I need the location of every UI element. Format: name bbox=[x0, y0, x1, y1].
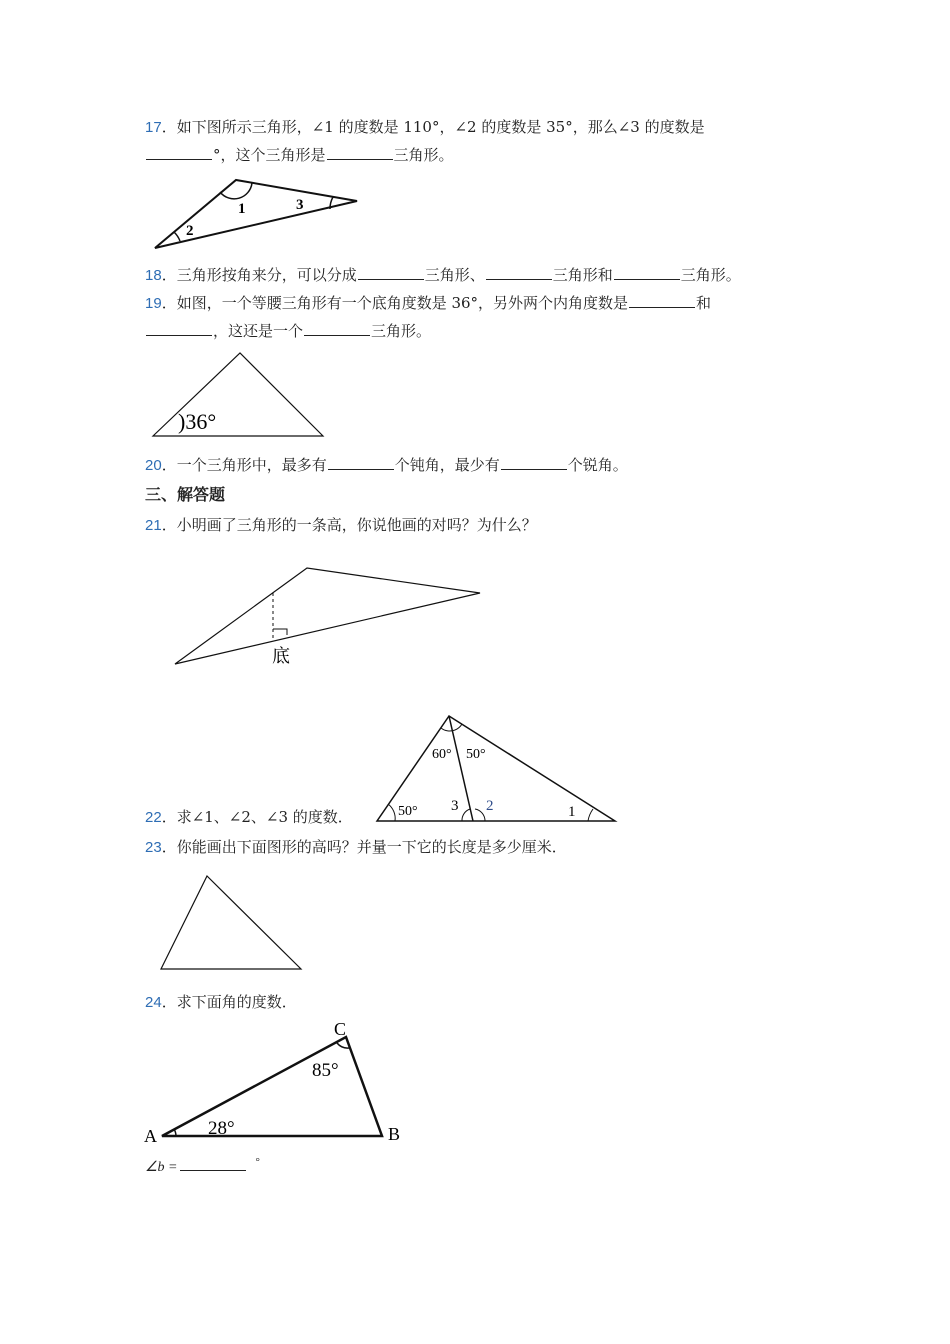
answer-blank[interactable] bbox=[328, 455, 394, 470]
angle-label-50-top: 50° bbox=[466, 747, 486, 762]
answer-line-24 bbox=[145, 1158, 260, 1176]
answer-prefix: ∠b = bbox=[145, 1160, 178, 1175]
q21-triangle-figure bbox=[170, 560, 485, 670]
question-17-line-1 bbox=[145, 117, 705, 138]
answer-blank[interactable] bbox=[180, 1158, 246, 1171]
angle-label-85: 85° bbox=[312, 1060, 339, 1081]
question-text: ．一个三角形中，最多有 bbox=[161, 456, 327, 474]
question-22 bbox=[145, 807, 353, 828]
question-number: 20 bbox=[145, 457, 162, 474]
angle-label-28: 28° bbox=[208, 1118, 235, 1139]
question-17-line-2 bbox=[145, 145, 454, 165]
vertex-label-a: A bbox=[144, 1126, 157, 1146]
answer-suffix: ° bbox=[255, 1156, 260, 1168]
question-number: 17 bbox=[145, 119, 162, 136]
question-text: °，这个三角形是 bbox=[213, 146, 326, 164]
section-heading: 三、解答题 bbox=[145, 485, 226, 504]
question-text: 三角形。 bbox=[393, 146, 454, 164]
angle-label-3: 3 bbox=[296, 197, 304, 213]
question-19-line-2 bbox=[145, 321, 431, 341]
q19-triangle-figure bbox=[150, 350, 330, 440]
angle-label-50-bottom: 50° bbox=[398, 804, 418, 819]
question-24 bbox=[145, 992, 297, 1013]
answer-blank[interactable] bbox=[146, 321, 212, 336]
answer-blank[interactable] bbox=[358, 265, 424, 280]
question-number: 19 bbox=[145, 295, 162, 312]
angle-label-1: 1 bbox=[568, 804, 576, 820]
q22-triangle-figure bbox=[374, 712, 619, 827]
vertex-label-b: B bbox=[388, 1124, 401, 1144]
question-21 bbox=[145, 515, 537, 536]
answer-blank[interactable] bbox=[629, 293, 695, 308]
question-number: 23 bbox=[145, 839, 162, 856]
answer-blank[interactable] bbox=[501, 455, 567, 470]
angle-label-2: 2 bbox=[486, 798, 494, 814]
question-number: 21 bbox=[145, 517, 162, 534]
question-text: 三角形、 bbox=[424, 266, 485, 284]
base-label: 底 bbox=[272, 646, 290, 666]
question-text: 三角形。 bbox=[680, 266, 741, 284]
question-number: 18 bbox=[145, 267, 162, 284]
angle-label-1: 1 bbox=[238, 201, 246, 217]
question-number: 24 bbox=[145, 994, 162, 1011]
angle-label-60: 60° bbox=[432, 747, 452, 762]
question-text: ，这还是一个 bbox=[213, 322, 304, 340]
question-text: ．求∠1、∠2、∠3 的度数． bbox=[161, 808, 353, 826]
question-18 bbox=[145, 265, 741, 286]
question-text: ．三角形按角来分，可以分成 bbox=[161, 266, 357, 284]
q23-triangle-figure bbox=[158, 873, 306, 973]
question-text: 三角形和 bbox=[552, 266, 613, 284]
question-text: 三角形。 bbox=[371, 322, 432, 340]
question-text: 个锐角。 bbox=[567, 456, 628, 474]
q24-triangle-figure bbox=[140, 1015, 410, 1147]
angle-label-2: 2 bbox=[186, 223, 194, 239]
question-20 bbox=[145, 455, 628, 476]
question-text: ．如图，一个等腰三角形有一个底角度数是 36°，另外两个内角度数是 bbox=[161, 294, 629, 312]
answer-blank[interactable] bbox=[486, 265, 552, 280]
question-text: ．小明画了三角形的一条高，你说他画的对吗？为什么？ bbox=[161, 516, 537, 534]
vertex-label-c: C bbox=[334, 1019, 347, 1039]
question-text: 和 bbox=[696, 294, 712, 312]
question-number: 22 bbox=[145, 809, 162, 826]
answer-blank[interactable] bbox=[327, 145, 393, 160]
question-23 bbox=[145, 837, 567, 858]
question-text: ．你能画出下面图形的高吗？并量一下它的长度是多少厘米． bbox=[161, 838, 567, 856]
q17-triangle-figure bbox=[150, 175, 365, 255]
question-19-line-1 bbox=[145, 293, 711, 314]
question-text: 个钝角，最少有 bbox=[394, 456, 500, 474]
answer-blank[interactable] bbox=[614, 265, 680, 280]
answer-blank[interactable] bbox=[146, 145, 212, 160]
answer-blank[interactable] bbox=[304, 321, 370, 336]
question-text: ．如下图所示三角形，∠1 的度数是 110°，∠2 的度数是 35°，那么∠3 的度数是 bbox=[161, 118, 705, 136]
question-text: ．求下面角的度数． bbox=[161, 993, 297, 1011]
angle-label-36: )36° bbox=[178, 409, 217, 434]
angle-label-3: 3 bbox=[451, 798, 459, 814]
